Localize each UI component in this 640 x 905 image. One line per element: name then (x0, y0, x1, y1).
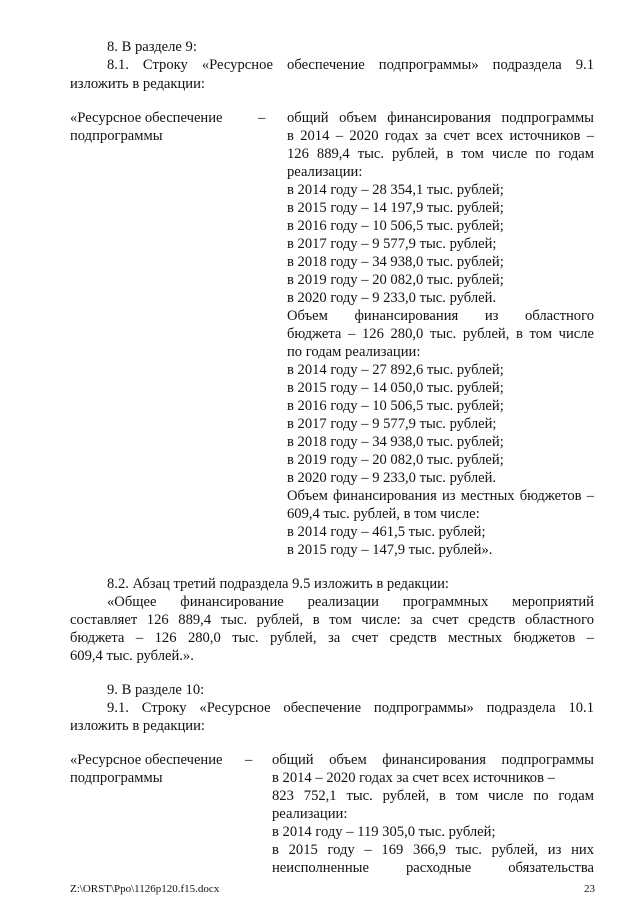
s8-right-line: общий объем финансирования подпрограммы (287, 110, 594, 126)
s8-right-line: 609,4 тыс. рублей, в том числе: (287, 506, 480, 522)
section9-item1-line1: 9.1. Строку «Ресурсное обеспечение подпрограммы» подраздела 10.1 (107, 700, 594, 716)
s8-right-line: реализации: (287, 164, 363, 180)
s9-right-line: неисполненные расходные обязательства (272, 860, 594, 876)
s8-right-line: в 2017 году – 9 577,9 тыс. рублей; (287, 236, 497, 252)
s8-right-line: в 2019 году – 20 082,0 тыс. рублей; (287, 272, 504, 288)
s9-table-dash: – (245, 752, 253, 768)
footer-file-path: Z:\ORST\Ppo\1126p120.f15.docx (70, 883, 220, 895)
section8-item2-line: составляет 126 889,4 тыс. рублей, в том числе: за счет средств областного (70, 612, 594, 628)
s8-table-left-line1: «Ресурсное обеспечение (70, 110, 223, 126)
s8-right-line: в 2018 году – 34 938,0 тыс. рублей; (287, 434, 504, 450)
section8-item1-line1: 8.1. Строку «Ресурсное обеспечение подпрограммы» подраздела 9.1 (107, 57, 594, 73)
s9-right-line: в 2014 году – 119 305,0 тыс. рублей; (272, 824, 496, 840)
s9-right-line: 823 752,1 тыс. рублей, в том числе по годам (272, 788, 594, 804)
s8-right-line: в 2014 – 2020 годах за счет всех источников – (287, 128, 594, 144)
s8-right-line: в 2020 году – 9 233,0 тыс. рублей. (287, 470, 497, 486)
s8-right-line: в 2015 году – 147,9 тыс. рублей». (287, 542, 493, 558)
s8-table-left-line2: подпрограммы (70, 128, 163, 144)
section9-item1-line2: изложить в редакции: (70, 718, 205, 734)
s8-right-line: Объем финансирования из местных бюджетов – (287, 488, 594, 504)
s9-table-left-line1: «Ресурсное обеспечение (70, 752, 223, 768)
s9-right-line: реализации: (272, 806, 348, 822)
section8-item1-line2: изложить в редакции: (70, 76, 205, 92)
section8-heading: 8. В разделе 9: (107, 39, 197, 55)
s8-right-line: 126 889,4 тыс. рублей, в том числе по годам (287, 146, 594, 162)
section8-item2-line: бюджета – 126 280,0 тыс. рублей, за счет средств местных бюджетов – (70, 630, 594, 646)
s9-right-line: в 2014 – 2020 годах за счет всех источников – (272, 770, 555, 786)
s8-right-line: в 2016 году – 10 506,5 тыс. рублей; (287, 398, 504, 414)
section8-item2-line: «Общее финансирование реализации программных мероприятий (107, 594, 594, 610)
s9-table-left-line2: подпрограммы (70, 770, 163, 786)
s8-table-dash: – (258, 110, 266, 126)
s8-right-line: в 2016 году – 10 506,5 тыс. рублей; (287, 218, 504, 234)
section8-item2-line: 609,4 тыс. рублей.». (70, 648, 194, 664)
s8-right-line: в 2015 году – 14 050,0 тыс. рублей; (287, 380, 504, 396)
s8-right-line: в 2018 году – 34 938,0 тыс. рублей; (287, 254, 504, 270)
s9-right-line: общий объем финансирования подпрограммы (272, 752, 594, 768)
section8-item2-heading: 8.2. Абзац третий подраздела 9.5 изложить в редакции: (107, 576, 449, 592)
s8-right-line: в 2017 году – 9 577,9 тыс. рублей; (287, 416, 497, 432)
s8-right-line: в 2020 году – 9 233,0 тыс. рублей. (287, 290, 497, 306)
s8-right-line: бюджета – 126 280,0 тыс. рублей, в том числе (287, 326, 594, 342)
s8-right-line: Объем финансирования из областного (287, 308, 594, 324)
s8-right-line: в 2015 году – 14 197,9 тыс. рублей; (287, 200, 504, 216)
s8-right-line: в 2014 году – 28 354,1 тыс. рублей; (287, 182, 504, 198)
section9-heading: 9. В разделе 10: (107, 682, 205, 698)
s8-right-line: в 2014 году – 27 892,6 тыс. рублей; (287, 362, 504, 378)
s8-right-line: по годам реализации: (287, 344, 421, 360)
page-number: 23 (584, 883, 595, 895)
s8-right-line: в 2019 году – 20 082,0 тыс. рублей; (287, 452, 504, 468)
s8-right-line: в 2014 году – 461,5 тыс. рублей; (287, 524, 486, 540)
s9-right-line: в 2015 году – 169 366,9 тыс. рублей, из них (272, 842, 594, 858)
